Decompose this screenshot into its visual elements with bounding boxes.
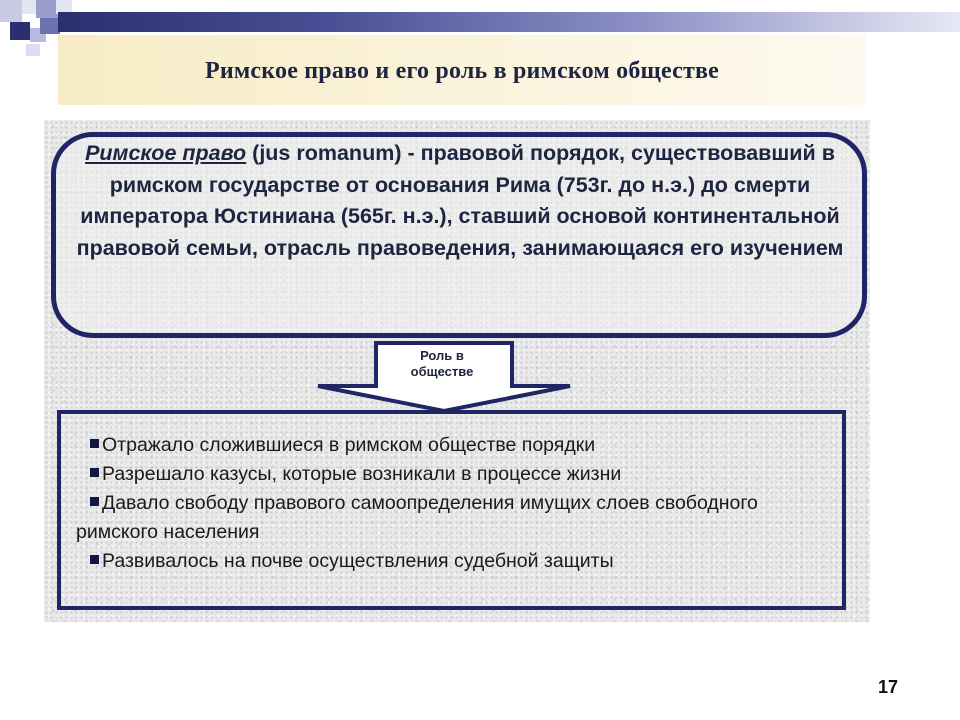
square-bullet-icon [90, 439, 99, 448]
arrow-label: Роль в обществе [410, 348, 474, 379]
title-banner [58, 35, 866, 105]
header-bar [58, 12, 960, 32]
decor-square [40, 18, 60, 34]
decor-square [26, 44, 40, 56]
definition-text [70, 138, 850, 264]
list-item: Давало свободу правового самоопределения имущих слоев свободного римского населения [76, 492, 758, 543]
list-item: Разрешало казусы, которые возникали в процессе жизни [76, 460, 836, 489]
roles-list [76, 431, 836, 576]
decor-square [36, 0, 58, 18]
slide-title: Римское право и его роль в римском обществе [205, 57, 719, 84]
square-bullet-icon [90, 497, 99, 506]
definition-body: (jus romanum) - правовой порядок, существовавший в римском государстве от основания Рима (753г. до н.э.) до смерти императора Юстиниана (565г. н.э.), ставший основой континентальной правовой семьи, отрасль правоведения, занимающаяся его изучением [76, 141, 844, 260]
square-bullet-icon [90, 468, 99, 477]
definition-term: Римское право [85, 141, 247, 165]
square-bullet-icon [90, 555, 99, 564]
list-item: Отражало сложившиеся в римском обществе порядки [76, 431, 836, 460]
page-number: 17 [878, 677, 899, 697]
decor-square [22, 0, 36, 14]
decor-square [0, 0, 22, 22]
list-item: Развивалось на почве осуществления судебной защиты [76, 547, 836, 576]
decor-square [10, 22, 30, 40]
